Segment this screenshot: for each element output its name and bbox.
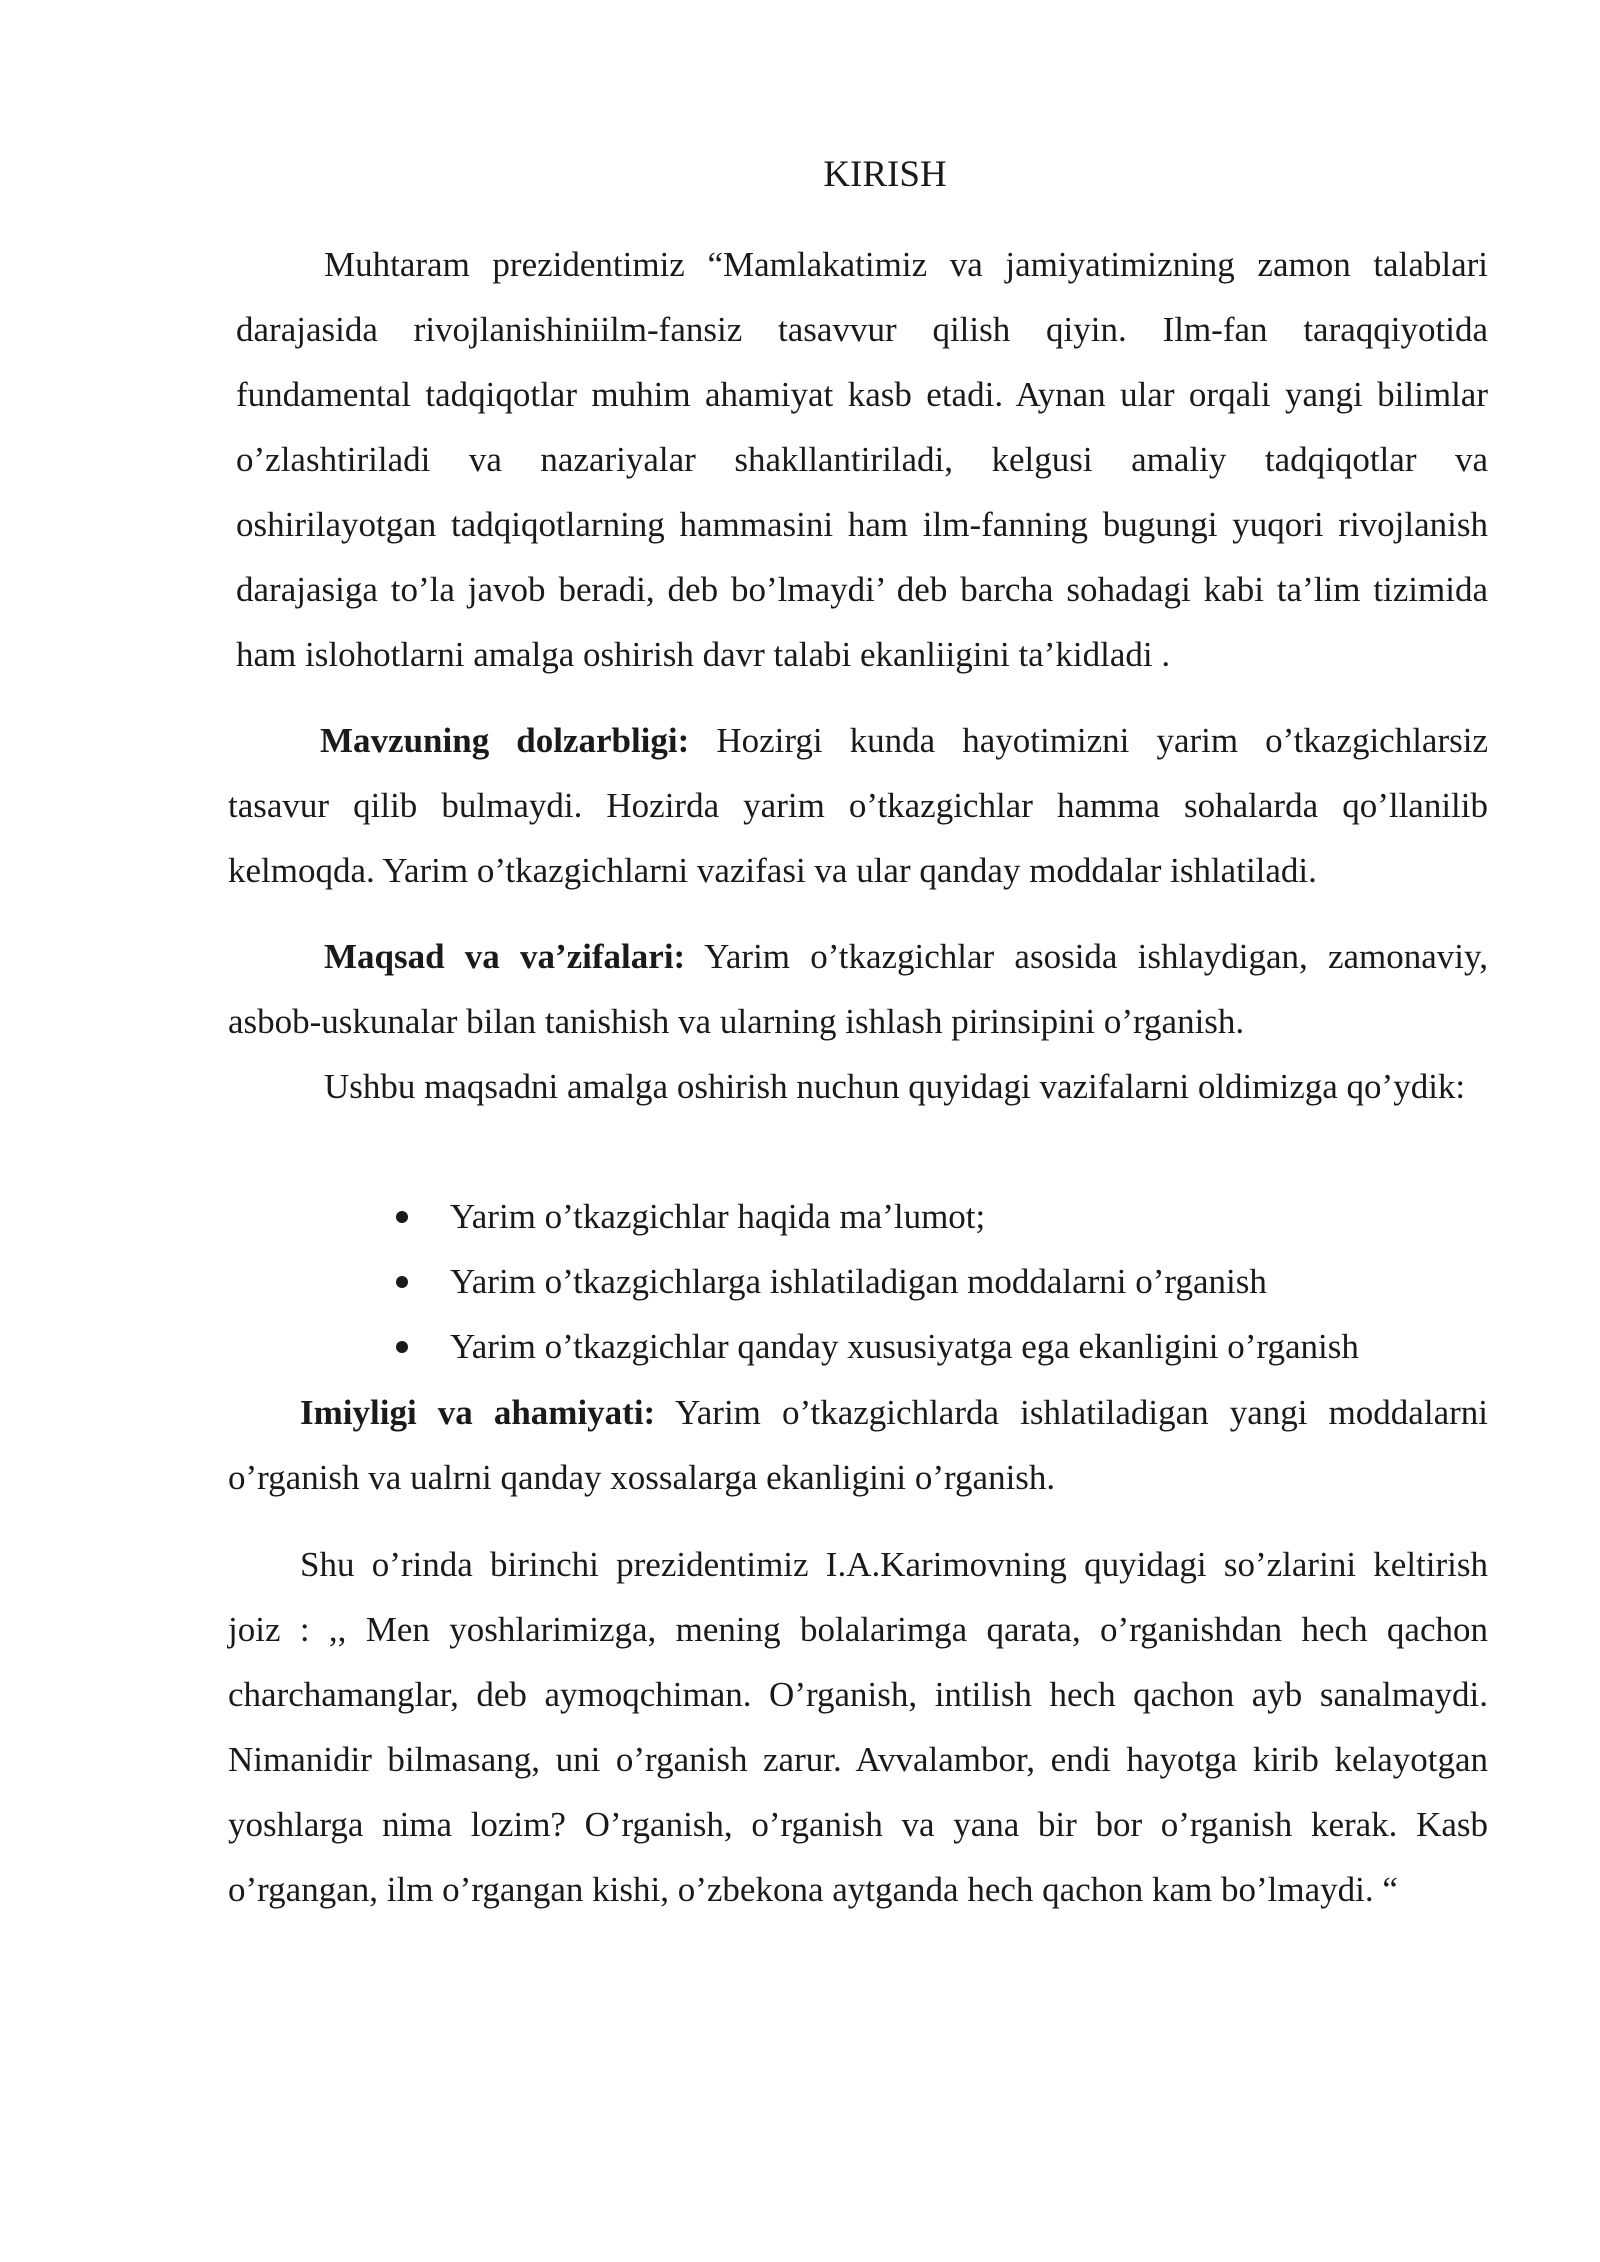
goals-label: Maqsad va va’zifalari:	[324, 937, 686, 976]
list-item-text: Yarim o’tkazgichlar haqida ma’lumot;	[450, 1197, 986, 1236]
significance-paragraph	[228, 1380, 1488, 1510]
bullet-icon	[396, 1276, 408, 1288]
page-title: KIRISH	[823, 154, 947, 195]
list-item-text: Yarim o’tkazgichlarga ishlatiladigan moddalarni o’rganish	[450, 1262, 1267, 1301]
intro-paragraph: Muhtaram prezidentimiz “Mamlakatimiz va jamiyatimizning zamon talablari darajasida rivojlanishiniilm-fansiz tasavvur qilish qiyin. Ilm-fan taraqqiyotida fundamental tadqiqotlar muhim ahamiyat kasb etadi. Aynan ular orqali yangi bilimlar o’zlashtiriladi va nazariyalar shakllantiriladi, kelgusi amaliy tadqiqotlar va oshirilayotgan tadqiqotlarning hammasini ham ilm-fanning bugungi yuqori rivojlanish darajasiga to’la javob beradi, deb bo’lmaydi’ deb barcha sohadagi kabi ta’lim tizimida ham islohotlarni amalga oshirish davr talabi ekanliigini ta’kidladi .	[236, 245, 1488, 674]
list-item	[390, 1249, 1359, 1314]
goals-paragraph	[228, 924, 1488, 1054]
goals-text: Yarim o’tkazgichlar asosida ishlaydigan, zamonaviy, asbob-uskunalar bilan tanishish va ularning ishlash pirinsipini o’rganish.	[228, 937, 1488, 1041]
significance-label: Imiyligi va ahamiyati:	[300, 1393, 656, 1432]
relevance-paragraph	[228, 708, 1488, 903]
tasks-intro-paragraph: Ushbu maqsadni amalga oshirish nuchun quyidagi vazifalarni oldimizga qo’ydik:	[324, 1067, 1466, 1106]
list-item-text: Yarim o’tkazgichlar qanday xususiyatga ega ekanligini o’rganish	[450, 1327, 1359, 1366]
significance-text: Yarim o’tkazgichlarda ishlatiladigan yangi moddalarni o’rganish va ualrni qanday xossalarga ekanligini o’rganish.	[228, 1393, 1488, 1497]
bullet-icon	[396, 1341, 408, 1353]
bullet-icon	[396, 1211, 408, 1223]
quote-paragraph: Shu o’rinda birinchi prezidentimiz I.A.Karimovning quyidagi so’zlarini keltirish joiz : ,, Men yoshlarimizga, mening bolalarimga qarata, o’rganishdan hech qachon charchamanglar, deb aymoqchiman. O’rganish, intilish hech qachon ayb sanalmaydi. Nimanidir bilmasang, uni o’rganish zarur. Avvalambor, endi hayotga kirib kelayotgan yoshlarga nima lozim? O’rganish, o’rganish va yana bir bor o’rganish kerak. Kasb o’rgangan, ilm o’rgangan kishi, o’zbekona aytganda hech qachon kam bo’lmaydi. “	[228, 1545, 1488, 1909]
tasks-list	[390, 1184, 1359, 1379]
relevance-text: Hozirgi kunda hayotimizni yarim o’tkazgichlarsiz tasavur qilib bulmaydi. Hozirda yarim o’tkazgichlar hamma sohalarda qo’llanilib kelmoqda. Yarim o’tkazgichlarni vazifasi va ular qanday moddalar ishlatiladi.	[228, 721, 1488, 890]
list-item	[390, 1314, 1359, 1379]
relevance-label: Mavzuning dolzarbligi:	[320, 721, 690, 760]
list-item	[390, 1184, 1359, 1249]
